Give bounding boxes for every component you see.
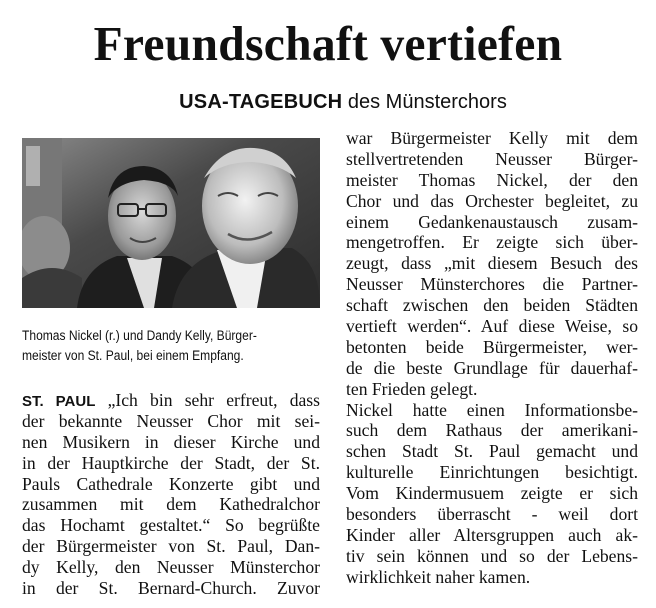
column-line: schen Stadt St. Paul gemacht und <box>346 441 638 462</box>
column-line: betonten beide Bürgermeister, wer- <box>346 336 638 357</box>
column-line <box>22 390 320 411</box>
column-line: in der St. Bernard-Church. Zuvor <box>22 578 320 599</box>
caption-line: Thomas Nickel (r.) und Dandy Kelly, Bürger- <box>22 328 257 343</box>
column-line: Chor und das Orchester begleitet, zu <box>346 190 638 211</box>
headline: Freundschaft vertiefen <box>93 16 563 71</box>
column-line: vertieft werden“. Auf diese Weise, so <box>346 316 638 337</box>
article-column-right <box>346 128 638 588</box>
column-line: such dem Rathaus der amerikani- <box>346 420 638 441</box>
column-line: wirklichkeit naher kamen. <box>346 566 531 587</box>
column-line: Neusser Münsterchores die Partner- <box>346 274 638 295</box>
column-line: besonders überrascht - weil dort <box>346 504 638 525</box>
lead-text: „Ich bin sehr erfreut, dass <box>107 390 320 410</box>
column-line: schaft zwischen den beiden Städten <box>346 295 638 316</box>
column-line: war Bürgermeister Kelly mit dem <box>346 128 638 148</box>
column-line: ten Frieden gelegt. <box>346 378 478 399</box>
article-column-left <box>22 390 320 599</box>
column-line: de die beste Grundlage für dauerhaf- <box>346 357 638 378</box>
column-line: in der Hauptkirche der Stadt, der St. <box>22 452 320 473</box>
article-photo <box>22 138 320 308</box>
photo-caption <box>22 326 319 366</box>
column-line: Nickel hatte einen Informationsbe- <box>346 399 638 420</box>
column-line: meister Thomas Nickel, der den <box>346 169 638 190</box>
column-line: nen Musikern in dieser Kirche und <box>22 431 320 452</box>
column-line: das Hochamt gestaltet.“ So begrüßte <box>22 515 320 536</box>
column-line: Vom Kindermusuem zeigte er sich <box>346 483 638 504</box>
column-line: zusammen mit dem Kathedralchor <box>22 494 320 515</box>
column-line: zeugt, dass „mit diesem Besuch des <box>346 253 638 274</box>
subhead <box>0 90 656 114</box>
photo-illustration <box>22 138 320 308</box>
column-line: einem Gedankenaustausch zusam- <box>346 211 638 232</box>
column-line: mengetroffen. Er zeigte sich über- <box>346 232 638 253</box>
column-line: kulturelle Einrichtungen besichtigt. <box>346 462 638 483</box>
dateline: ST. PAUL <box>22 393 96 410</box>
subhead-kicker: USA-TAGEBUCH <box>179 91 343 113</box>
subhead-text: des Münsterchors <box>347 91 507 113</box>
caption-line: meister von St. Paul, bei einem Empfang. <box>22 348 244 363</box>
column-line: der bekannte Neusser Chor mit sei- <box>22 410 320 431</box>
column-line: dy Kelly, den Neusser Münsterchor <box>22 557 320 578</box>
column-line: stellvertretenden Neusser Bürger- <box>346 148 638 169</box>
column-line: Kinder aller Altersgruppen auch ak- <box>346 524 638 545</box>
column-line: Pauls Cathedrale Konzerte gibt und <box>22 473 320 494</box>
column-line: der Bürgermeister von St. Paul, Dan- <box>22 536 320 557</box>
column-line: tiv sein können und so der Lebens- <box>346 545 638 566</box>
